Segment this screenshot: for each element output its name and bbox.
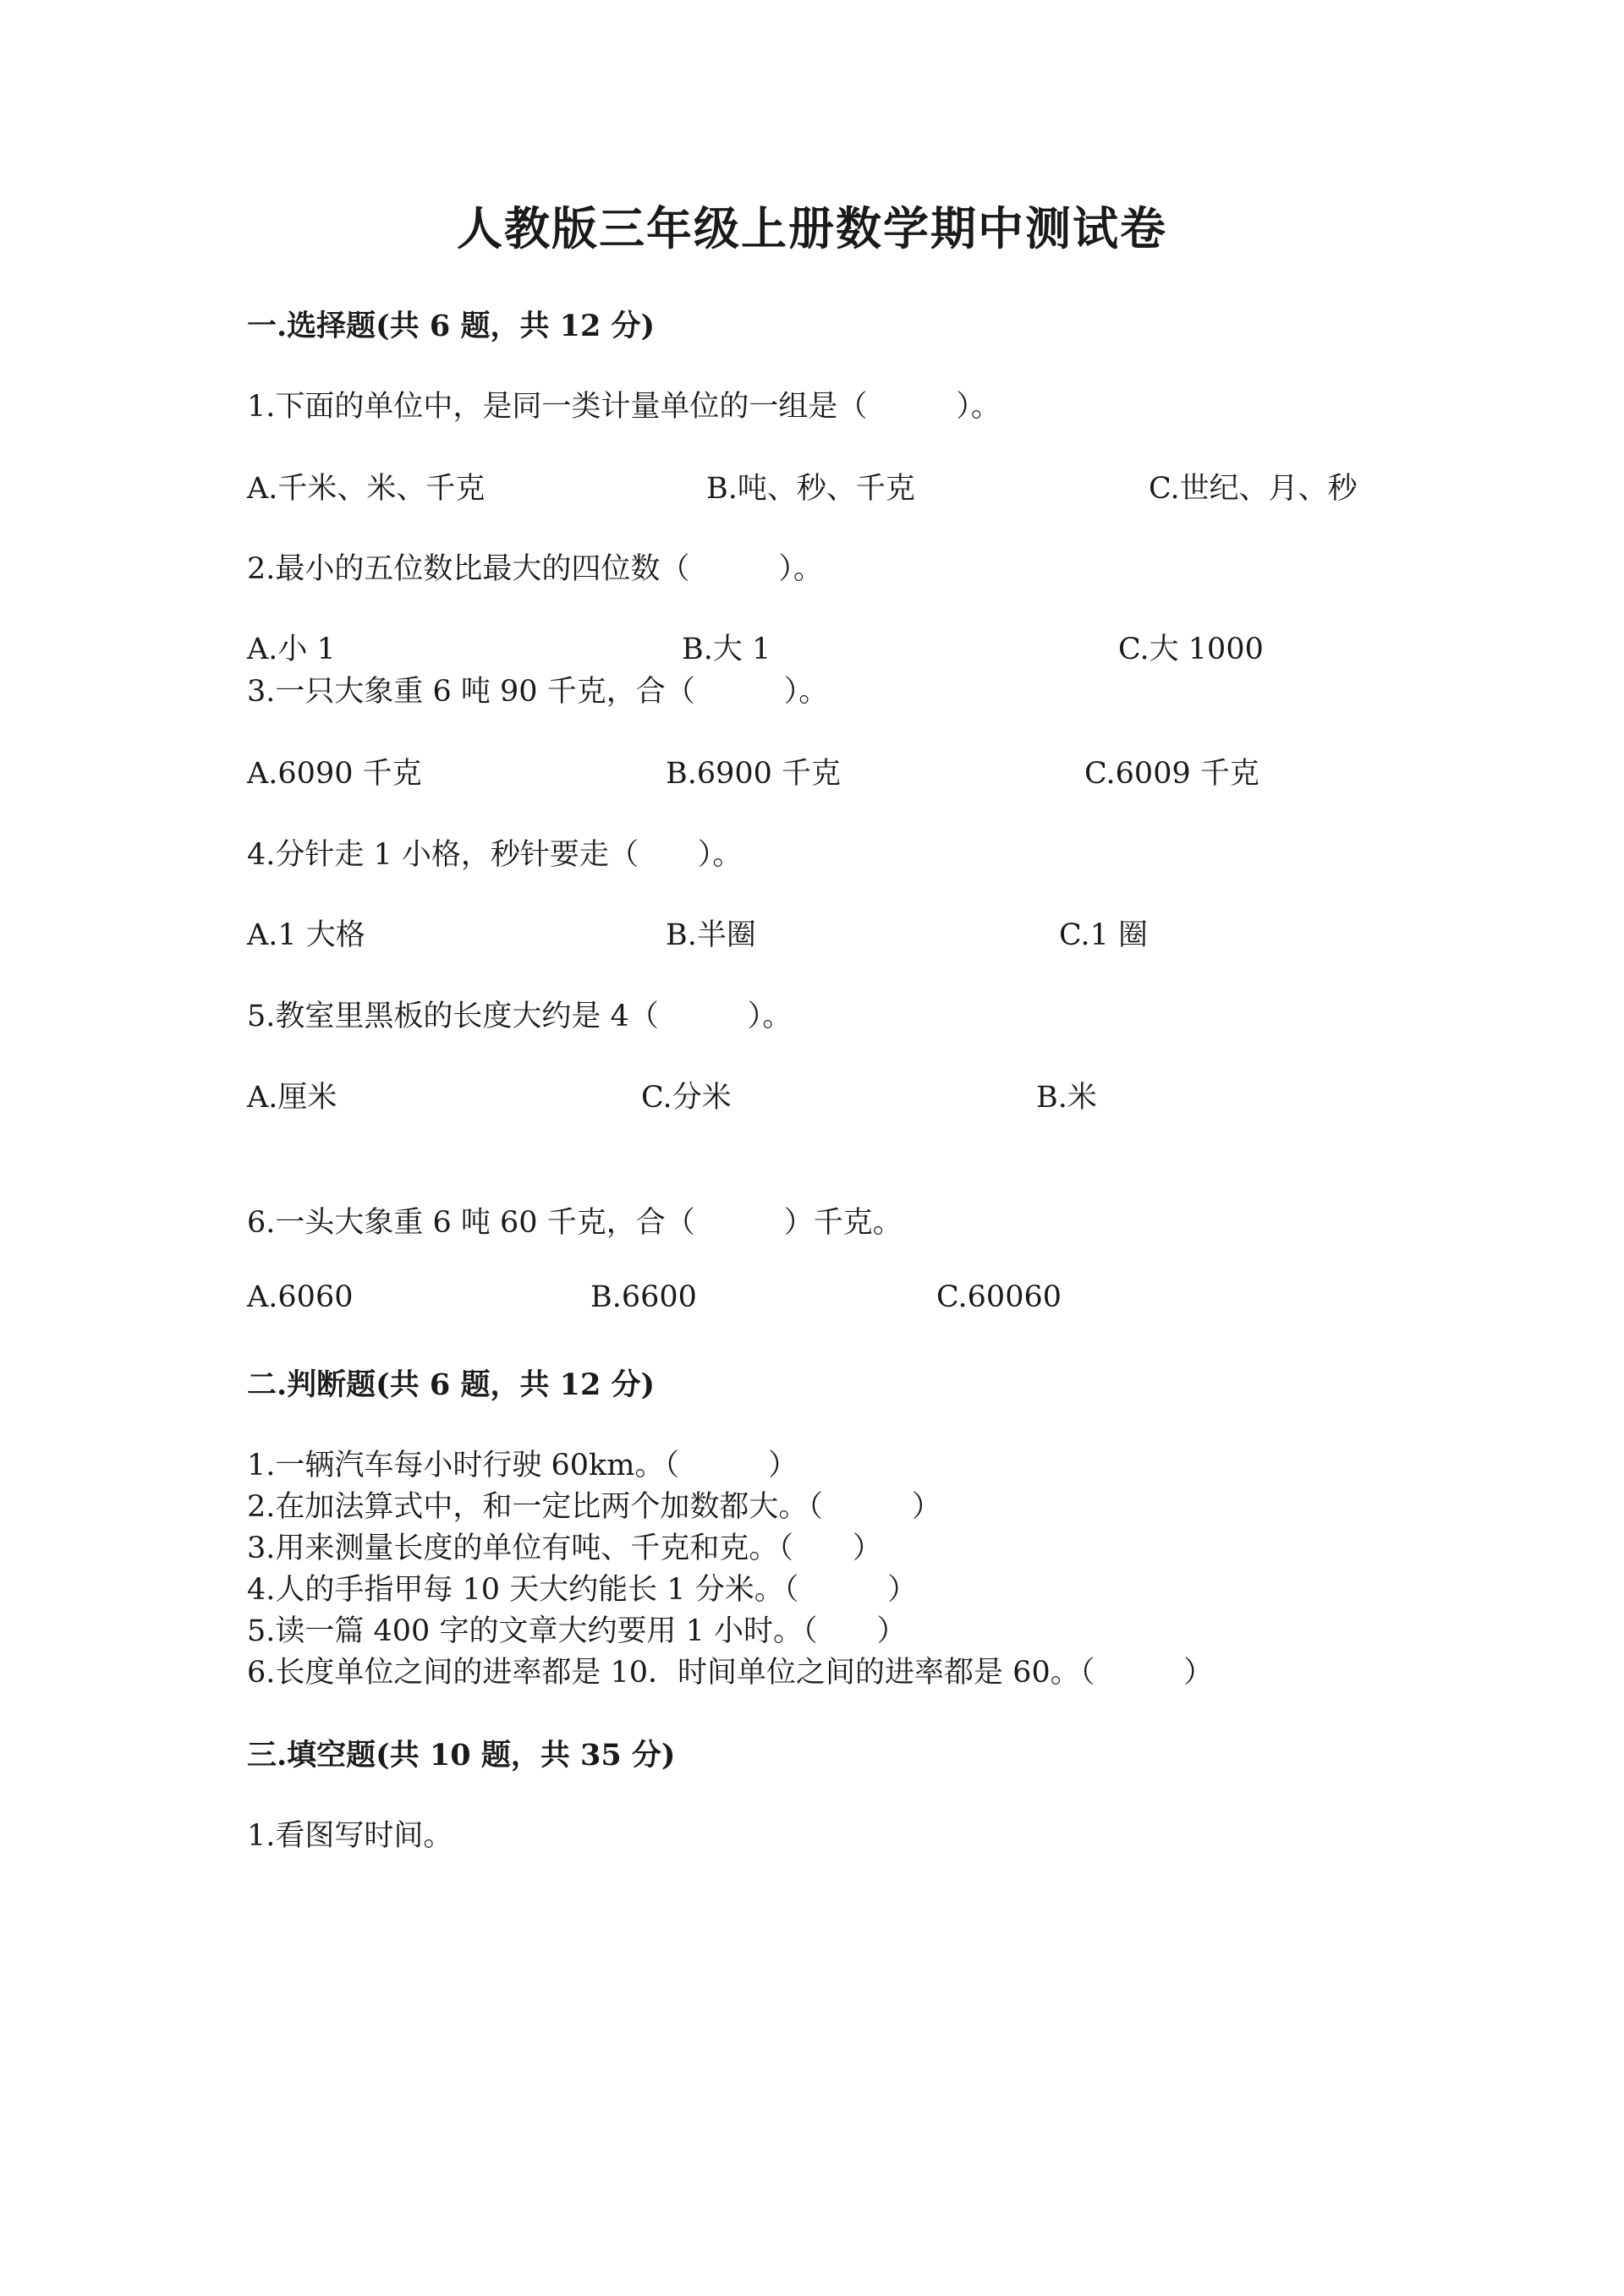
judge-question-3: 3.用来测量长度的单位有吨、千克和克。（ ） xyxy=(247,1532,882,1565)
choice-question-1-stem: 1.下面的单位中，是同一类计量单位的一组是（ ）。 xyxy=(247,390,1001,424)
judge-question-2: 2.在加法算式中，和一定比两个加数都大。（ ） xyxy=(247,1490,941,1524)
choice-question-3-option-c: C.6009 千克 xyxy=(1084,757,1259,791)
choice-question-1-option-c: C.世纪、月、秒 xyxy=(1149,472,1358,506)
section-heading-judge: 二.判断题(共 6 题，共 12 分) xyxy=(247,1367,656,1402)
choice-question-1-option-b: B.吨、秒、千克 xyxy=(706,472,915,506)
choice-question-4-option-c: C.1 圈 xyxy=(1059,918,1149,952)
choice-question-5-option-c: C.分米 xyxy=(641,1081,732,1115)
choice-question-6-option-b: B.6600 xyxy=(590,1280,697,1314)
choice-question-6-stem: 6.一头大象重 6 吨 60 千克，合（ ）千克。 xyxy=(247,1206,903,1240)
judge-question-1: 1.一辆汽车每小时行驶 60km。（ ） xyxy=(247,1449,798,1482)
judge-question-6: 6.长度单位之间的进率都是 10．时间单位之间的进率都是 60。（ ） xyxy=(247,1656,1214,1690)
choice-question-1-option-a: A.千米、米、千克 xyxy=(247,472,486,506)
choice-question-2-option-b: B.大 1 xyxy=(682,633,771,666)
choice-question-4-stem: 4.分针走 1 小格，秒针要走（ ）。 xyxy=(247,838,743,872)
choice-question-2-option-c: C.大 1000 xyxy=(1118,633,1264,666)
judge-question-5: 5.读一篇 400 字的文章大约要用 1 小时。（ ） xyxy=(247,1614,907,1648)
choice-question-5-option-b: B.米 xyxy=(1036,1081,1097,1115)
page-title: 人教版三年级上册数学期中测试卷 xyxy=(457,201,1167,255)
choice-question-5-option-a: A.厘米 xyxy=(247,1081,337,1115)
section-heading-choice: 一.选择题(共 6 题，共 12 分) xyxy=(247,309,656,343)
section-heading-fill: 三.填空题(共 10 题，共 35 分) xyxy=(247,1738,676,1773)
choice-question-2-option-a: A.小 1 xyxy=(247,633,336,666)
choice-question-3-option-a: A.6090 千克 xyxy=(247,757,422,791)
fill-question-1: 1.看图写时间。 xyxy=(247,1819,453,1853)
choice-question-6-option-a: A.6060 xyxy=(247,1280,354,1314)
judge-question-4: 4.人的手指甲每 10 天大约能长 1 分米。（ ） xyxy=(247,1573,918,1607)
choice-question-3-option-b: B.6900 千克 xyxy=(666,757,842,791)
choice-question-4-option-b: B.半圈 xyxy=(666,918,756,952)
choice-question-5-stem: 5.教室里黑板的长度大约是 4（ ）。 xyxy=(247,1000,793,1033)
choice-question-4-option-a: A.1 大格 xyxy=(247,918,365,952)
choice-question-3-stem: 3.一只大象重 6 吨 90 千克，合（ ）。 xyxy=(247,675,829,709)
choice-question-6-option-c: C.60060 xyxy=(936,1280,1062,1314)
choice-question-2-stem: 2.最小的五位数比最大的四位数（ ）。 xyxy=(247,552,823,586)
